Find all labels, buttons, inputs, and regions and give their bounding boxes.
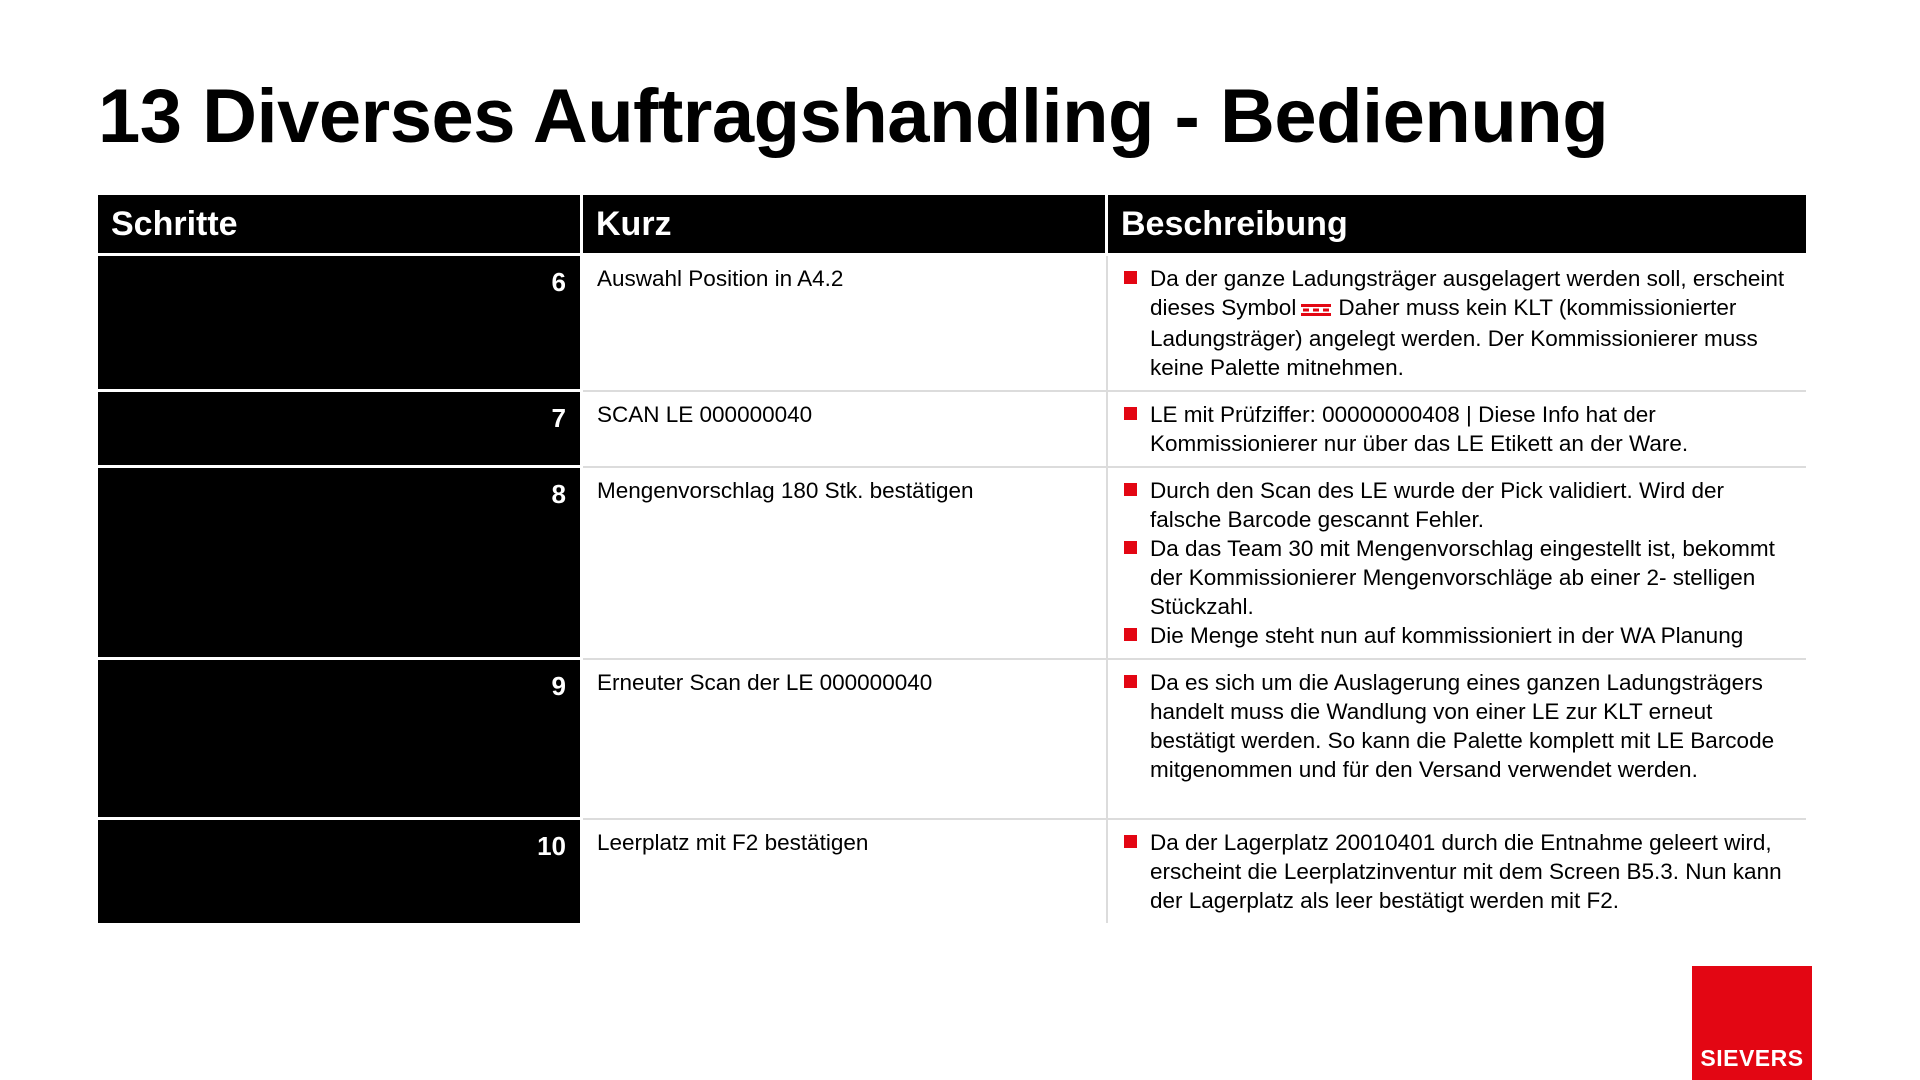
- page-title: 13 Diverses Auftragshandling - Bedienung: [98, 74, 1609, 159]
- column-header-schritte: Schritte: [98, 195, 583, 256]
- table-row: [98, 392, 1806, 468]
- description-bullet: [1122, 476, 1792, 534]
- step-number: 10: [98, 820, 583, 923]
- step-number: 8: [98, 468, 583, 660]
- table-row: [98, 820, 1806, 923]
- pallet-symbol-icon: [1300, 295, 1332, 324]
- bullet-text: Die Menge steht nun auf kommissioniert in der WA Planung: [1150, 622, 1744, 648]
- bullet-square-icon: [1124, 271, 1137, 284]
- table-row: [98, 468, 1806, 660]
- bullet-text: Da der ganze Ladungsträger ausgelagert werden soll, erscheint dieses Symbol: [1150, 266, 1785, 320]
- step-description: [1108, 820, 1806, 923]
- bullet-square-icon: [1124, 483, 1137, 496]
- bullet-square-icon: [1124, 628, 1137, 641]
- step-number: 7: [98, 392, 583, 468]
- step-description: [1108, 468, 1806, 660]
- step-number: 9: [98, 660, 583, 820]
- description-bullet: [1122, 534, 1792, 621]
- description-bullet: [1122, 400, 1792, 458]
- step-short: Leerplatz mit F2 bestätigen: [583, 820, 1108, 923]
- bullet-square-icon: [1124, 541, 1137, 554]
- table-row: [98, 256, 1806, 392]
- bullet-text: LE mit Prüfziffer: 00000000408 | Diese Info hat der Kommissionierer nur über das LE Etikett an der Ware.: [1150, 401, 1689, 456]
- step-short: Erneuter Scan der LE 000000040: [583, 660, 1108, 820]
- table-row: [98, 660, 1806, 820]
- logo-text: SIEVERS: [1700, 1045, 1804, 1071]
- bullet-text: Da es sich um die Auslagerung eines ganzen Ladungsträgers handelt muss die Wandlung von einer LE zur KLT erneut bestätigt werden. So kann die Palette komplett mit LE Barcode mitgenommen und für den Versand verwendet werden.: [1150, 669, 1775, 782]
- description-bullet: [1122, 668, 1792, 784]
- step-description: [1108, 660, 1806, 820]
- bullet-square-icon: [1124, 835, 1137, 848]
- bullet-text: Durch den Scan des LE wurde der Pick validiert. Wird der falsche Barcode gescannt Fehler.: [1150, 477, 1725, 532]
- bullet-text: Da das Team 30 mit Mengenvorschlag eingestellt ist, bekommt der Kommissionierer Mengenvorschläge ab einer 2- stelligen Stückzahl.: [1150, 535, 1775, 619]
- column-header-kurz: Kurz: [583, 195, 1108, 256]
- table-header-row: [98, 195, 1806, 256]
- bullet-text: Daher muss kein KLT (kommissionierter Ladungsträger) angelegt werden. Der Kommissionierer muss keine Palette mitnehmen.: [1150, 295, 1758, 380]
- step-number: 6: [98, 256, 583, 392]
- step-short: Mengenvorschlag 180 Stk. bestätigen: [583, 468, 1108, 660]
- steps-table: [98, 195, 1806, 923]
- bullet-square-icon: [1124, 407, 1137, 420]
- description-bullet: [1122, 828, 1792, 915]
- step-short: SCAN LE 000000040: [583, 392, 1108, 468]
- bullet-square-icon: [1124, 675, 1137, 688]
- bullet-text: Da der Lagerplatz 20010401 durch die Entnahme geleert wird, erscheint die Leerplatzinventur mit dem Screen B5.3. Nun kann der Lagerplatz als leer bestätigt werden mit F2.: [1150, 829, 1782, 913]
- column-header-beschreibung: Beschreibung: [1108, 195, 1806, 256]
- description-bullet: [1122, 621, 1792, 650]
- step-short: Auswahl Position in A4.2: [583, 256, 1108, 392]
- sievers-logo: [1692, 966, 1812, 1080]
- description-bullet: [1122, 264, 1792, 382]
- step-description: [1108, 392, 1806, 468]
- step-description: [1108, 256, 1806, 392]
